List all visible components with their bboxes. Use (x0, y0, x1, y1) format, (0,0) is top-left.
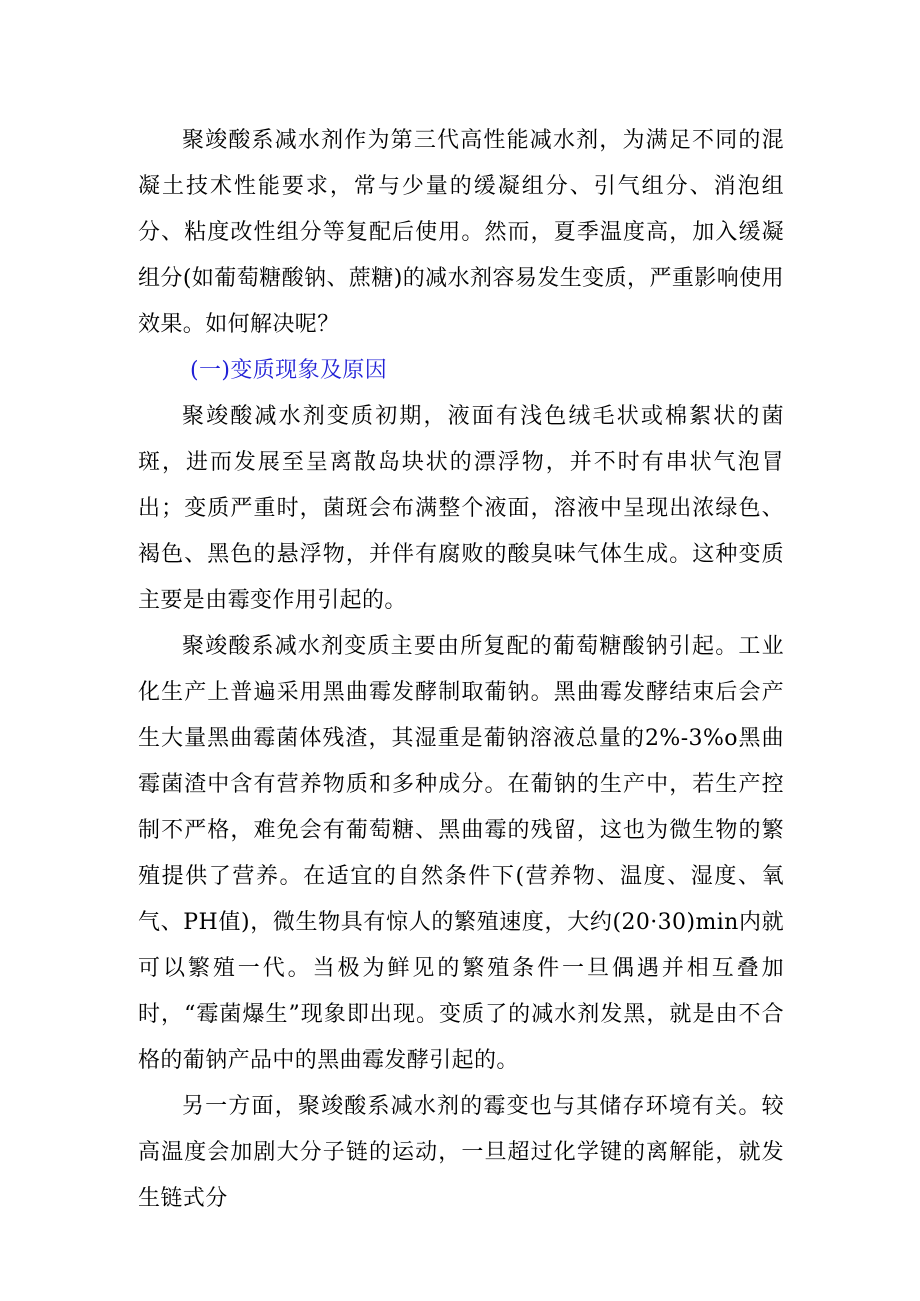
paragraph-intro: 聚竣酸系减水剂作为第三代高性能减水剂，为满足不同的混凝土技术性能要求，常与少量的缓凝组分、引气组分、消泡组分、粘度改性组分等复配后使用。然而，夏季温度高，加入缓凝组分(如葡萄糖酸钠、蔗糖)的减水剂容易发生变质，严重影响使用效果。如何解决呢？ (138, 128, 784, 337)
paragraph-cause: 聚竣酸系减水剂变质主要由所复配的葡萄糖酸钠引起。工业化生产上普遍采用黑曲霉发酵制取葡钠。黑曲霉发酵结束后会产生大量黑曲霉菌体残渣，其湿重是葡钠溶液总量的2%-3%o黑曲霉菌渣中含有营养物质和多种成分。在葡钠的生产中，若生产控制不严格，难免会有葡萄糖、黑曲霉的残留，这也为微生物的繁殖提供了营养。在适宜的自然条件下(营养物、温度、湿度、氧气、PH值)，微生物具有惊人的繁殖速度，大约(20·30)min内就可以繁殖一代。当极为鲜见的繁殖条件一旦偶遇并相互叠加时，“霉菌爆生”现象即出现。变质了的减水剂发黑，就是由不合格的葡钠产品中的黑曲霉发酵引起的。 (138, 634, 784, 1073)
document-body (138, 118, 784, 1222)
paragraph-phenomenon: 聚竣酸减水剂变质初期，液面有浅色绒毛状或棉絮状的菌斑，进而发展至呈离散岛块状的漂浮物，并不时有串状气泡冒出；变质严重时，菌斑会布满整个液面，溶液中呈现出浓绿色、褐色、黑色的悬浮物，并伴有腐败的酸臭味气体生成。这种变质主要是由霉变作用引起的。 (138, 404, 784, 613)
section-heading: (一)变质现象及原因 (190, 358, 388, 383)
paragraph-storage: 另一方面，聚竣酸系减水剂的霉变也与其储存环境有关。较高温度会加剧大分子链的运动，一旦超过化学键的离解能，就发生链式分 (138, 1094, 784, 1211)
